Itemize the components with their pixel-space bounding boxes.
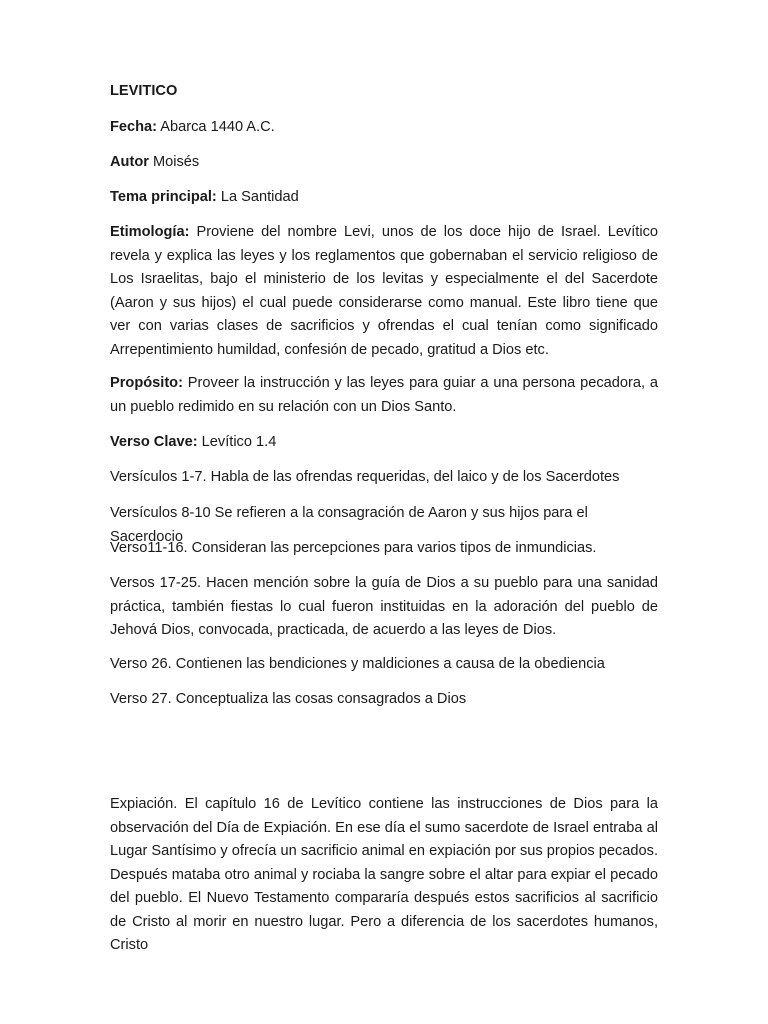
tema-value: La Santidad [216, 189, 299, 205]
tema-line [110, 186, 658, 210]
expiacion-paragraph: Expiación. El capítulo 16 de Levítico contiene las instrucciones de Dios para la observación del Día de Expiación. En ese día el sumo sacerdote de Israel entraba al Lugar Santísimo y ofrecía un sacrificio animal en expiación por sus propios pecados. Después mataba otro animal y rociaba la sangre sobre el altar para expiar el pecado del pueblo. El Nuevo Testamento compararía después estos sacrificios al sacrificio de Cristo al morir en nuestro lugar. Pero a diferencia de los sacerdotes humanos, Cristo [110, 796, 658, 953]
etimologia-label: Etimología: [110, 224, 190, 240]
etimologia-text: Proviene del nombre Levi, unos de los doce hijo de Israel. Levítico revela y explica las leyes y los reglamentos que gobernaban el servicio religioso de Los Israelitas, bajo el ministerio de los levitas y especialmente el del Sacerdote (Aaron y sus hijos) el cual puede considerarse como manual. Este libro tiene que ver con varias clases de sacrificios y ofrendas el cual tenían como significado Arrepentimiento humildad, confesión de pecado, gratitud a Dios etc. [110, 224, 658, 358]
proposito-text: Proveer la instrucción y las leyes para guiar a una persona pecadora, a un pueblo redimido en su relación con un Dios Santo. [110, 375, 658, 415]
document-title: LEVITICO [110, 83, 178, 99]
versiculos-1-7-line: Versículos 1-7. Habla de las ofrendas requeridas, del laico y de los Sacerdotes [110, 469, 620, 485]
autor-value: Moisés [148, 154, 200, 170]
autor-label: Autor [110, 154, 149, 170]
verso-clave-label: Verso Clave: [110, 434, 198, 450]
tema-label: Tema principal: [110, 189, 217, 205]
etimologia-paragraph [110, 221, 658, 362]
verso-27-line: Verso 27. Conceptualiza las cosas consagrados a Dios [110, 691, 467, 707]
verso-11-16-line: Verso11-16. Consideran las percepciones para varios tipos de inmundicias. [110, 540, 597, 556]
verso-26-line: Verso 26. Contienen las bendiciones y maldiciones a causa de la obediencia [110, 656, 605, 672]
fecha-label: Fecha: [110, 119, 158, 135]
versiculos-8-10-line: Versículos 8-10 Se refieren a la consagración de Aaron y sus hijos para el Sacerdocio [110, 505, 588, 545]
fecha-line [110, 116, 658, 140]
verso-clave-value: Levítico 1.4 [197, 434, 277, 450]
verso-clave-line [110, 431, 658, 455]
autor-line [110, 151, 658, 175]
proposito-label: Propósito: [110, 375, 183, 391]
fecha-value: Abarca 1440 A.C. [157, 119, 275, 135]
versos-17-25-paragraph: Versos 17-25. Hacen mención sobre la guía de Dios a su pueblo para una sanidad práctica, también fiestas lo cual fueron instituidas en la adoración del pueblo de Jehová Dios, convocada, practicada, de acuerdo a las leyes de Dios. [110, 575, 658, 638]
proposito-paragraph [110, 372, 658, 419]
document-page [110, 0, 658, 1024]
